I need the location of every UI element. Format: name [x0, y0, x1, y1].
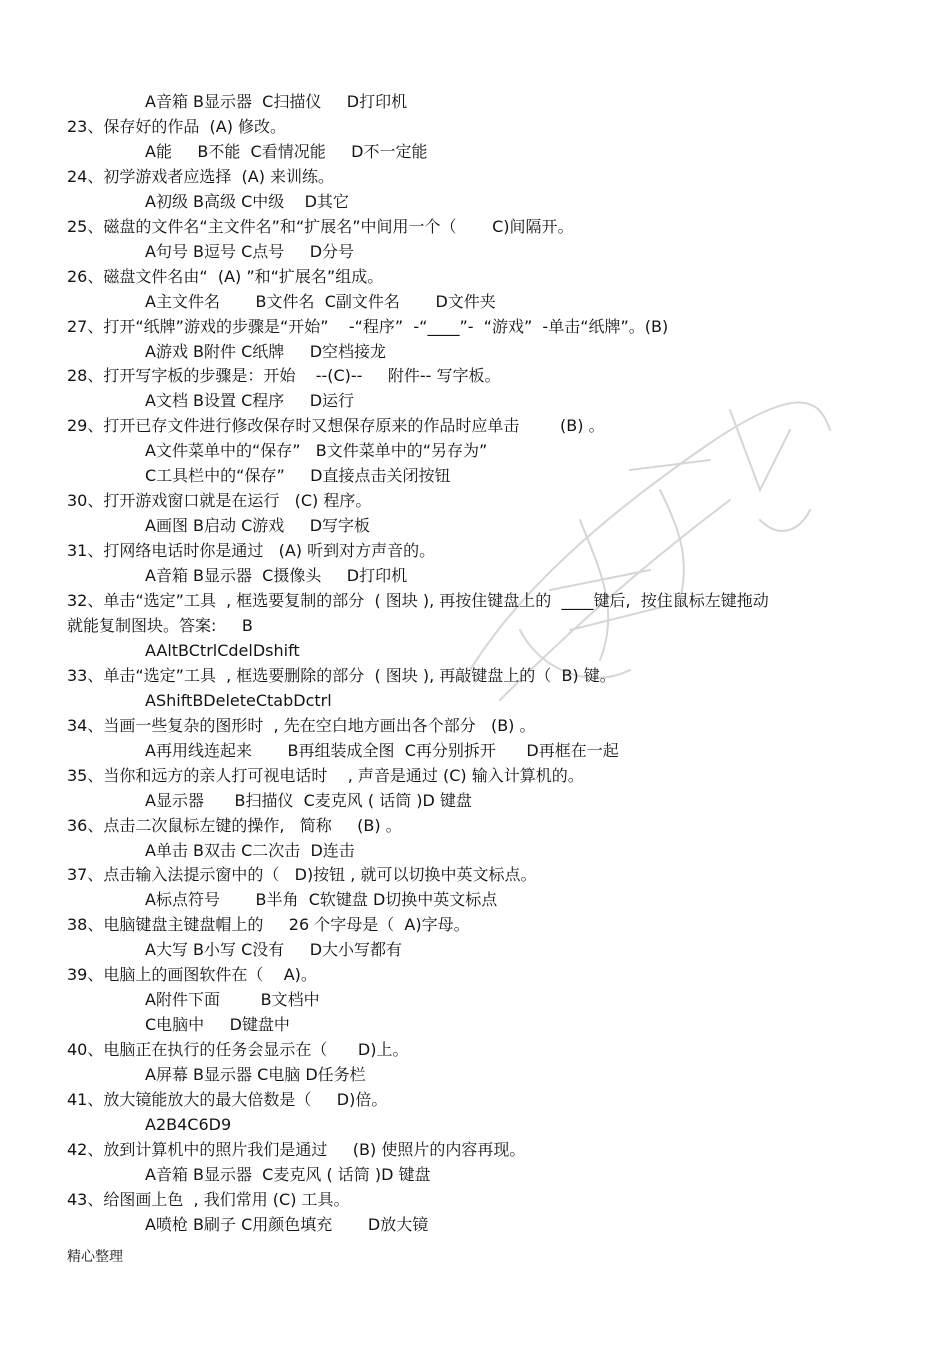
answer-options: C工具栏中的“保存” D直接点击关闭按钮: [145, 466, 451, 486]
answer-options: A主文件名 B文件名 C副文件名 D文件夹: [145, 291, 496, 311]
answer-options: A屏幕 B显示器 C电脑 D任务栏: [145, 1065, 366, 1084]
question-text: 39、电脑上的画图软件在（ A)。: [67, 965, 317, 985]
answer-options: A大写 B小写 C没有 D大小写都有: [145, 940, 403, 960]
question-text: 31、打网络电话时你是通过 (A) 听到对方声音的。: [67, 541, 436, 561]
question-text: 30、打开游戏窗口就是在运行 (C) 程序。: [67, 491, 372, 511]
question-text: 28、打开写字板的步骤是：开始 --(C)-- 附件-- 写字板。: [67, 366, 501, 386]
question-text: 34、当画一些复杂的图形时 , 先在空白地方画出各个部分 (B) 。: [67, 715, 536, 735]
answer-options: A2B4C6D9: [145, 1114, 232, 1134]
answer-options: A显示器 B扫描仪 C麦克风 ( 话筒 )D 键盘: [145, 790, 472, 810]
question-text: 27、打开“纸牌”游戏的步骤是“开始” -“程序” -“____”- “游戏” -单击“纸牌”。(B): [67, 316, 669, 336]
answer-options: A单击 B双击 C二次击 D连击: [145, 840, 355, 860]
answer-options: A句号 B逗号 C点号 D分号: [145, 241, 355, 261]
answer-options: AShiftBDeleteCtabDctrl: [145, 690, 332, 710]
question-text: 37、点击输入法提示窗中的（ D)按钮 , 就可以切换中英文标点。: [67, 865, 537, 885]
answer-options: A再用线连起来 B再组装成全图 C再分别拆开 D再框在一起: [145, 740, 619, 760]
question-text: 就能复制图块。答案: B: [67, 615, 253, 635]
answer-options: A文档 B设置 C程序 D运行: [145, 391, 355, 411]
question-text: 41、放大镜能放大的最大倍数是（ D)倍。: [67, 1090, 388, 1109]
answer-options: C电脑中 D键盘中: [145, 1015, 290, 1035]
answer-options: A画图 B启动 C游戏 D写字板: [145, 516, 371, 536]
answer-options: A标点符号 B半角 C软键盘 D切换中英文标点: [145, 890, 498, 910]
answer-options: A附件下面 B文档中: [145, 990, 320, 1010]
question-text: 35、当你和远方的亲人打可视电话时 , 声音是通过 (C) 输入计算机的。: [67, 765, 584, 785]
answer-options: A文件菜单中的“保存” B文件菜单中的“另存为”: [145, 441, 488, 461]
question-text: 43、给图画上色 , 我们常用 (C) 工具。: [67, 1189, 350, 1209]
answer-options: A游戏 B附件 C纸牌 D空档接龙: [145, 341, 387, 361]
question-text: 36、点击二次鼠标左键的操作, 简称 (B) 。: [67, 815, 402, 835]
question-text: 38、电脑键盘主键盘帽上的 26 个字母是（ A)字母。: [67, 915, 470, 935]
question-text: 40、电脑正在执行的任务会显示在（ D)上。: [67, 1040, 409, 1060]
question-text: 25、磁盘的文件名“主文件名”和“扩展名”中间用一个（ C)间隔开。: [67, 216, 574, 236]
answer-options: A音箱 B显示器 C扫描仪 D打印机: [145, 92, 408, 111]
answer-options: A音箱 B显示器 C麦克风 ( 话筒 )D 键盘: [145, 1164, 431, 1184]
answer-options: AAltBCtrlCdelDshift: [145, 640, 300, 660]
question-text: 23、保存好的作品 (A) 修改。: [67, 117, 287, 136]
question-text: 33、单击“选定”工具 , 框选要删除的部分 ( 图块 ), 再敲键盘上的（ B) 键。: [67, 665, 616, 685]
question-text: 42、放到计算机中的照片我们是通过 (B) 使照片的内容再现。: [67, 1139, 526, 1159]
question-text: 24、初学游戏者应选择 (A) 来训练。: [67, 166, 335, 186]
answer-options: A音箱 B显示器 C摄像头 D打印机: [145, 566, 408, 585]
answer-options: A喷枪 B刷子 C用颜色填充 D放大镜: [145, 1214, 429, 1234]
answer-options: A能 B不能 C看情况能 D不一定能: [145, 141, 428, 161]
answer-options: A初级 B高级 C中级 D其它: [145, 191, 349, 211]
question-text: 26、磁盘文件名由“ (A) ”和“扩展名”组成。: [67, 266, 384, 286]
footer-text: 精心整理: [67, 1249, 123, 1265]
question-text: 32、单击“选定”工具 , 框选要复制的部分 ( 图块 ), 再按住键盘上的 ____键后, 按住鼠标左键拖动: [67, 591, 769, 610]
question-text: 29、打开已存文件进行修改保存时又想保存原来的作品时应单击 (B) 。: [67, 416, 605, 436]
